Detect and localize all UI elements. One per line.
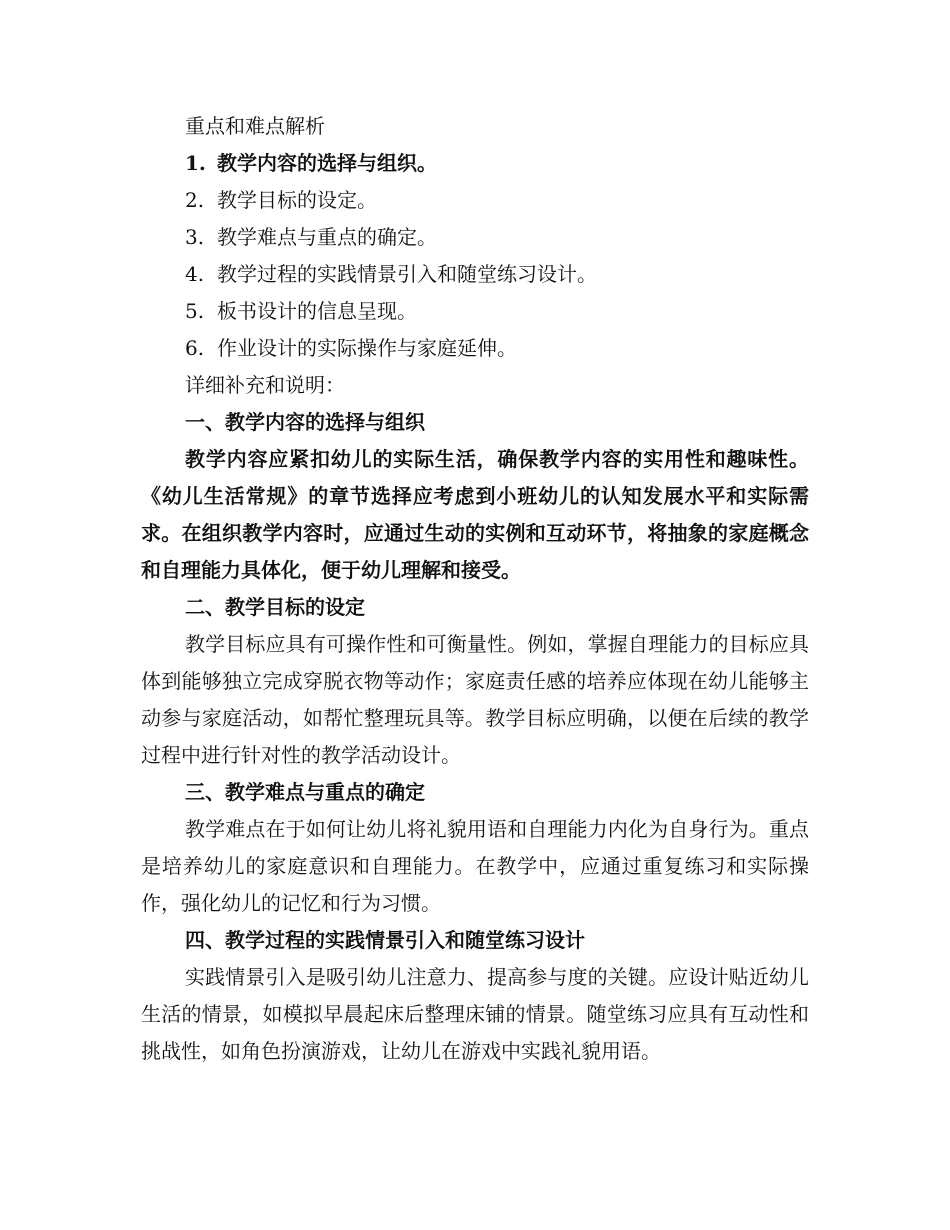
section-title: 一、教学内容的选择与组织 xyxy=(185,410,425,434)
list-text: 教学内容的选择与组织。 xyxy=(217,151,437,175)
section-body: 教学内容应紧扣幼儿的实际生活，确保教学内容的实用性和趣味性。《幼儿生活常规》的章节选择应考虑到小班幼儿的认知发展水平和实际需求。在组织教学内容时，应通过生动的实例和互动环节，将抽象的家庭概念和自理能力具体化，便于幼儿理解和接受。 xyxy=(141,447,809,582)
heading: 重点和难点解析 xyxy=(185,114,325,138)
list-number: 6. xyxy=(185,336,205,360)
supplement-label: 详细补充和说明： xyxy=(185,373,345,397)
list-item xyxy=(141,293,809,330)
list-text: 板书设计的信息呈现。 xyxy=(217,299,417,323)
list-number: 5. xyxy=(185,299,205,323)
section-title: 三、教学难点与重点的确定 xyxy=(185,780,425,804)
list-item xyxy=(141,182,809,219)
list-number: 2. xyxy=(185,188,205,212)
document-page xyxy=(141,108,809,1070)
list-item xyxy=(141,219,809,256)
list-number: 4. xyxy=(185,262,205,286)
section-body: 教学目标应具有可操作性和可衡量性。例如，掌握自理能力的目标应具体到能够独立完成穿脱衣物等动作；家庭责任感的培养应体现在幼儿能够主动参与家庭活动，如帮忙整理玩具等。教学目标应明确，以便在后续的教学过程中进行针对性的教学活动设计。 xyxy=(141,632,809,767)
list-text: 作业设计的实际操作与家庭延伸。 xyxy=(217,336,517,360)
list-text: 教学过程的实践情景引入和随堂练习设计。 xyxy=(217,262,597,286)
list-item xyxy=(141,256,809,293)
list-item xyxy=(141,145,809,182)
list-number: 1. xyxy=(185,151,206,175)
section-body: 教学难点在于如何让幼儿将礼貌用语和自理能力内化为自身行为。重点是培养幼儿的家庭意识和自理能力。在教学中，应通过重复练习和实际操作，强化幼儿的记忆和行为习惯。 xyxy=(141,817,809,915)
list-item xyxy=(141,330,809,367)
list-number: 3. xyxy=(185,225,205,249)
section-body: 实践情景引入是吸引幼儿注意力、提高参与度的关键。应设计贴近幼儿生活的情景，如模拟早晨起床后整理床铺的情景。随堂练习应具有互动性和挑战性，如角色扮演游戏，让幼儿在游戏中实践礼貌用语。 xyxy=(141,965,809,1063)
section-title: 四、教学过程的实践情景引入和随堂练习设计 xyxy=(185,928,585,952)
list-text: 教学目标的设定。 xyxy=(217,188,377,212)
section-title: 二、教学目标的设定 xyxy=(185,595,365,619)
list-text: 教学难点与重点的确定。 xyxy=(217,225,437,249)
